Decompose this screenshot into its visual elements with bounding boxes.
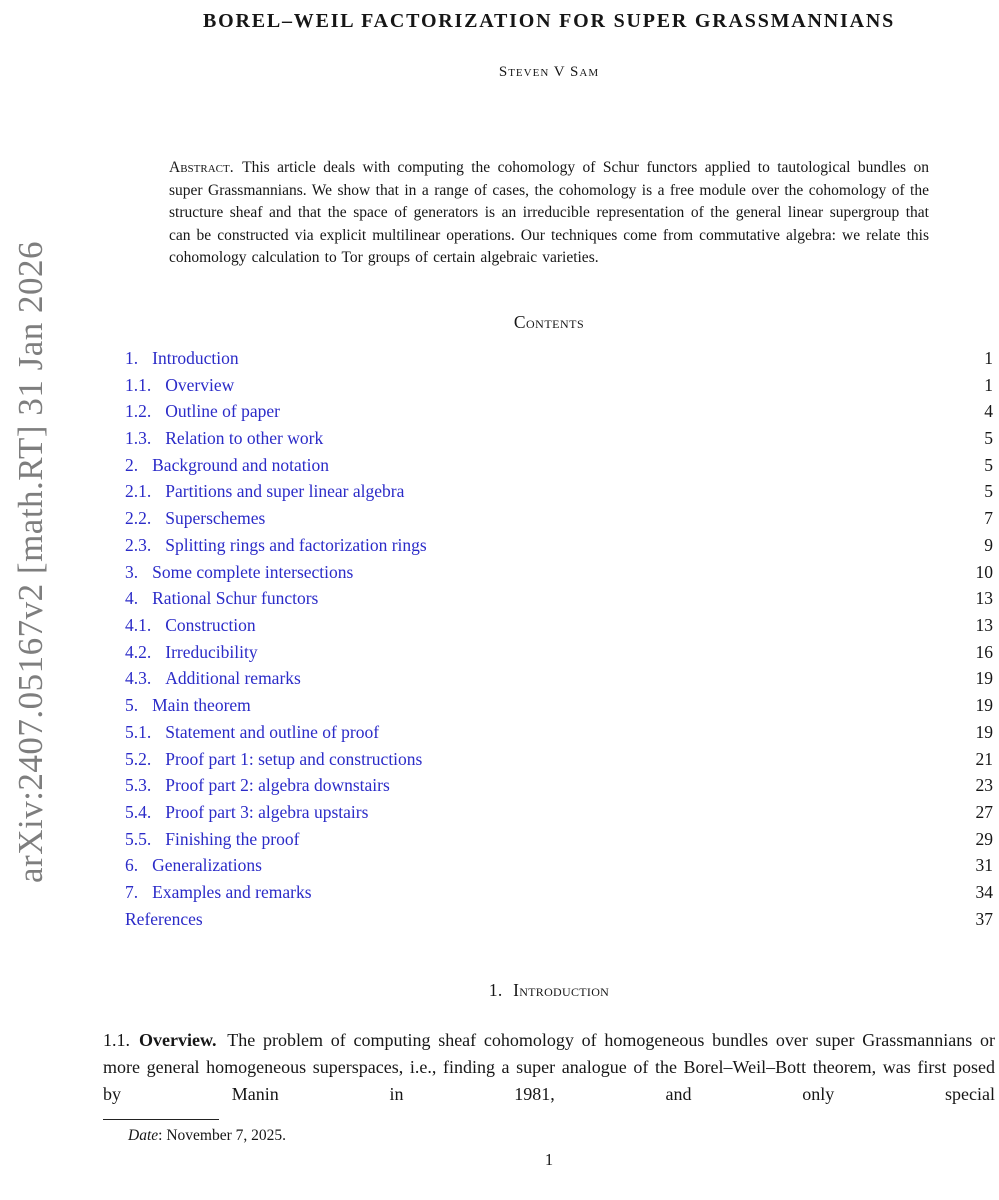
toc-entry-number: 2.1. [125,481,152,502]
toc-entry-title: Outline of paper [165,401,280,422]
abstract [169,157,929,270]
toc-link[interactable] [125,906,203,933]
toc-entry-page[interactable]: 19 [975,668,993,689]
toc-entry-number: 5.2. [125,748,152,769]
toc-entry-page[interactable]: 1 [984,347,993,368]
abstract-text: This article deals with computing the cohomology of Schur functors applied to tautological bundles on super Grassmannians. We show that in a range of cases, the cohomology is a free module over the cohomology of the structure sheaf and that the space of generators is an irreducible representation of the general linear supergroup that can be constructed via explicit multilinear operations. Our techniques come from commutative algebra: we relate this cohomology calculation to Tor groups of certain algebraic varieties. [169,159,929,267]
toc-entry-number: 5.3. [125,775,152,796]
toc-entry-title: Examples and remarks [152,882,312,903]
footnote-area [103,1119,995,1145]
toc-entry [125,692,993,719]
toc-entry-title: Some complete intersections [152,561,354,582]
toc-entry-title: Overview [165,374,235,395]
toc-entry [125,639,993,666]
toc-entry [125,852,993,879]
toc-link[interactable] [125,559,353,586]
toc-entry [125,879,993,906]
toc-entry-page[interactable]: 37 [975,908,993,929]
toc-entry-title: Background and notation [152,454,330,475]
toc-entry [125,345,993,372]
toc-entry [125,585,993,612]
toc-link[interactable] [125,719,379,746]
toc-entry-page[interactable]: 16 [975,641,993,662]
toc-entry-number: 5. [125,695,139,716]
toc-entry-number: 1. [125,347,139,368]
toc-link[interactable] [125,772,390,799]
toc-entry-page[interactable]: 31 [975,855,993,876]
toc-link[interactable] [125,372,234,399]
toc-entry [125,772,993,799]
toc-entry-number: 1.2. [125,401,152,422]
subsection-number: 1.1. [103,1030,130,1051]
arxiv-watermark: arXiv:2407.05167v2 [math.RT] 31 Jan 2026 [11,241,50,883]
toc-entry-page[interactable]: 19 [975,721,993,742]
toc-entry-title: Partitions and super linear algebra [165,481,405,502]
toc-entry [125,746,993,773]
date-label: Date [128,1127,159,1145]
date-line [103,1127,995,1145]
toc-entry-page[interactable]: 7 [984,508,993,529]
section-title: Introduction [513,980,610,1001]
body-text: The problem of computing sheaf cohomology of homogeneous bundles over super Grassmannians or more general homogeneous superspaces, i.e., finding a super analogue of the Borel–Weil–Bott theorem, was first posed by Manin in 1981, and only special [103,1030,995,1104]
toc-entry-title: Additional remarks [165,668,301,689]
toc-entry-number: 2.2. [125,508,152,529]
toc-entry [125,505,993,532]
toc-entry-number: 4.3. [125,668,152,689]
toc-entry-title: Statement and outline of proof [165,721,380,742]
toc-link[interactable] [125,505,265,532]
toc-link[interactable] [125,452,329,479]
toc-entry-title: Proof part 3: algebra upstairs [165,801,369,822]
contents-heading: Contents [513,311,585,332]
toc-entry [125,425,993,452]
toc-entry-number: 7. [125,882,139,903]
toc-link[interactable] [125,532,427,559]
paper-title: BOREL–WEIL FACTORIZATION FOR SUPER GRASSMANNIANS [202,10,896,32]
toc-entry [125,665,993,692]
toc-entry [125,478,993,505]
toc-entry [125,906,993,933]
toc-link[interactable] [125,345,239,372]
toc-link[interactable] [125,665,301,692]
toc-entry-title: Proof part 2: algebra downstairs [165,775,390,796]
toc-entry-number: 5.4. [125,801,152,822]
toc-entry-title: Finishing the proof [165,828,300,849]
section-number: 1. [488,980,503,1001]
toc-entry-page[interactable]: 9 [984,534,993,555]
toc-link[interactable] [125,639,258,666]
toc-link[interactable] [125,398,280,425]
body-paragraph [103,1027,995,1107]
paper-author: Steven V Sam [498,64,600,80]
toc-link[interactable] [125,852,262,879]
toc-entry-number: 1.1. [125,374,152,395]
toc-entry-page[interactable]: 5 [984,454,993,475]
toc-entry-number: 4. [125,588,139,609]
date-value: : November 7, 2025. [158,1127,286,1145]
toc-entry-number: 5.5. [125,828,152,849]
toc-link[interactable] [125,612,256,639]
toc-link[interactable] [125,799,368,826]
toc-entry-page[interactable]: 23 [975,775,993,796]
toc-entry-number: 1.3. [125,428,152,449]
toc-entry-page[interactable]: 10 [975,561,993,582]
section-heading [103,980,995,1001]
toc-entry-page[interactable]: 5 [984,481,993,502]
toc-entry-number: 4.1. [125,615,152,635]
toc-link[interactable] [125,746,422,773]
toc-entry [125,559,993,586]
toc-entry-title: Generalizations [152,855,262,876]
toc-link[interactable] [125,478,404,505]
toc-entry-number: 2. [125,454,139,475]
toc-entry [125,612,993,639]
toc-entry-page[interactable]: 19 [975,695,993,716]
toc-entry-page[interactable]: 1 [984,374,993,395]
footnote-rule [103,1119,219,1120]
subsection-title: Overview. [139,1030,217,1051]
abstract-label: Abstract. [169,159,234,176]
toc-entry-page[interactable]: 4 [984,401,993,422]
toc-entry [125,372,993,399]
toc-entry-number: 4.2. [125,641,152,662]
toc-entry-page[interactable]: 34 [975,882,993,903]
toc-entry-page[interactable]: 29 [975,828,993,849]
toc-entry-title: Rational Schur functors [152,588,319,609]
paper-page [103,0,995,1170]
toc-entry-title: Proof part 1: setup and constructions [165,748,423,769]
toc-entry-number: 5.1. [125,721,152,742]
toc-entry-page[interactable]: 5 [984,428,993,449]
toc-entry-page[interactable]: 13 [975,615,993,635]
toc-entry-title: References [125,908,203,929]
table-of-contents [103,345,995,932]
toc-link[interactable] [125,425,323,452]
toc-link[interactable] [125,692,251,719]
toc-entry-title: Splitting rings and factorization rings [165,534,427,555]
toc-entry-title: Construction [165,615,256,635]
toc-entry-page[interactable]: 13 [975,588,993,609]
toc-entry-title: Superschemes [165,508,266,529]
toc-entry-number: 3. [125,561,139,582]
toc-link[interactable] [125,826,299,853]
toc-entry [125,826,993,853]
toc-entry-number: 6. [125,855,139,876]
toc-link[interactable] [125,879,312,906]
toc-entry-title: Irreducibility [165,641,258,662]
toc-entry-title: Relation to other work [165,428,324,449]
toc-entry [125,799,993,826]
toc-entry [125,452,993,479]
toc-entry-page[interactable]: 27 [975,801,993,822]
toc-entry [125,532,993,559]
toc-entry-page[interactable]: 21 [975,748,993,769]
toc-entry-number: 2.3. [125,534,152,555]
toc-link[interactable] [125,585,318,612]
toc-entry-title: Introduction [152,347,239,368]
toc-entry-title: Main theorem [152,695,251,716]
toc-entry [125,719,993,746]
page-number: 1 [544,1150,554,1170]
toc-entry [125,398,993,425]
